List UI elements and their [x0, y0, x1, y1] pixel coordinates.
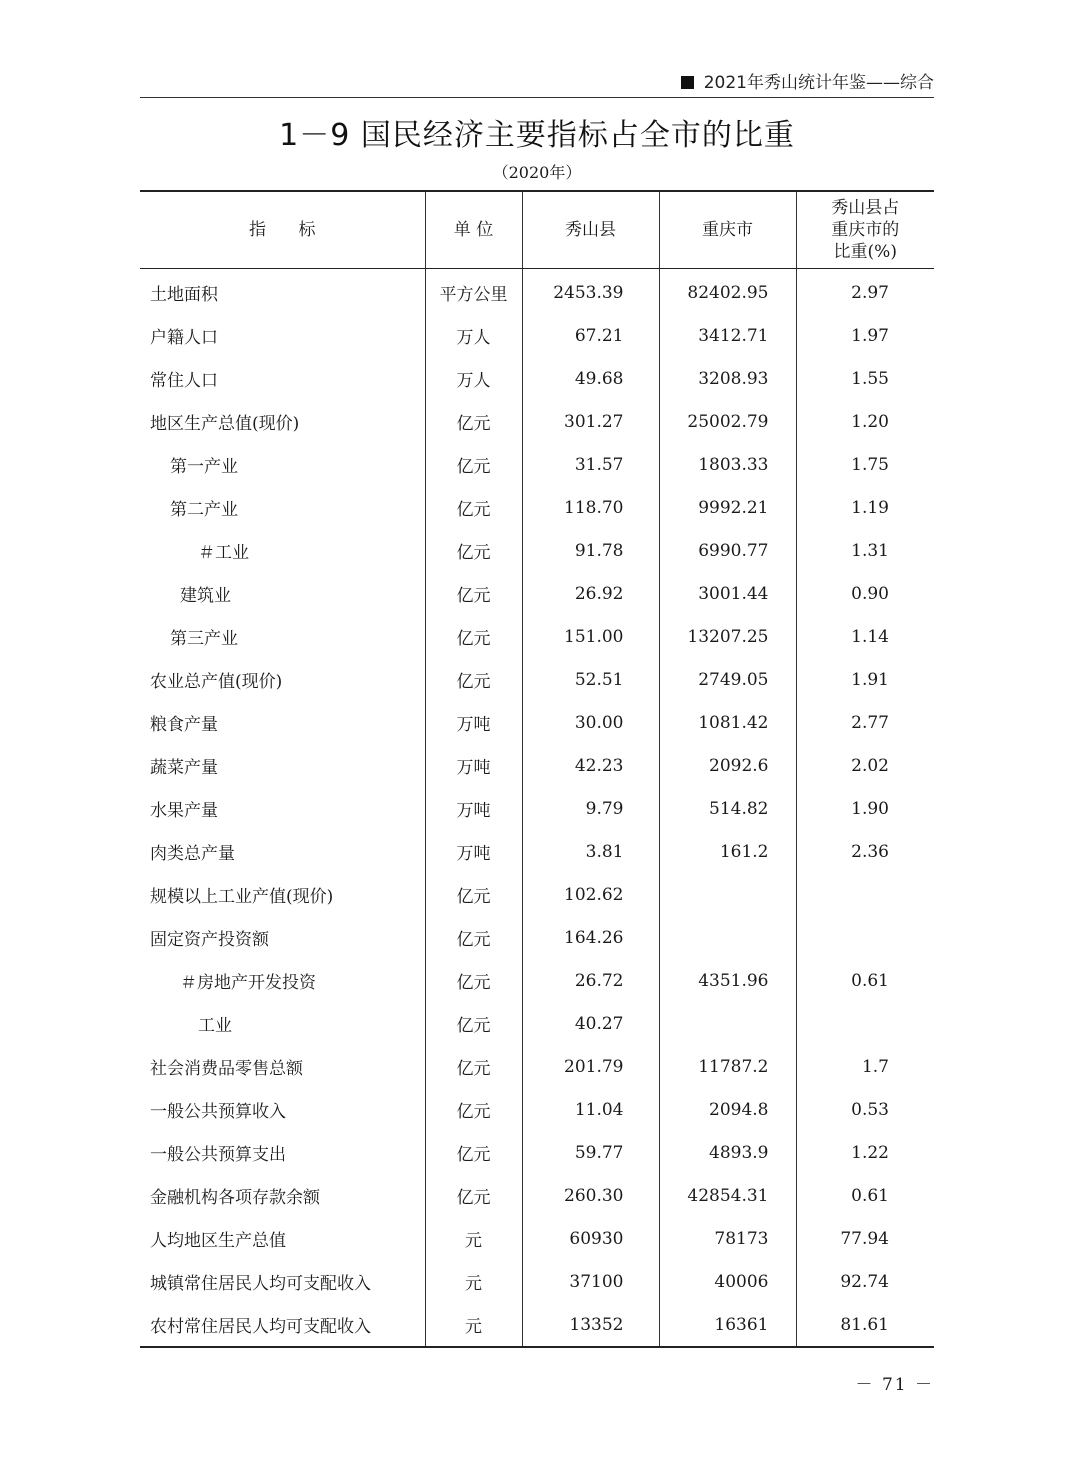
chongqing-value-cell: 9992.21 [659, 486, 796, 529]
xiushan-value-cell: 164.26 [522, 916, 659, 959]
unit-cell: 亿元 [425, 916, 522, 959]
chongqing-value-cell: 40006 [659, 1260, 796, 1303]
ratio-value-cell: 92.74 [796, 1260, 934, 1303]
running-header-title: 2021年秀山统计年鉴——综合 [703, 73, 934, 93]
xiushan-value-cell: 37100 [522, 1260, 659, 1303]
indicator-cell: 一般公共预算支出 [150, 1145, 286, 1165]
indicator-cell: 建筑业 [180, 586, 231, 606]
indicator-cell: 人均地区生产总值 [150, 1231, 286, 1251]
indicator-cell: ＃工业 [198, 543, 249, 563]
xiushan-value-cell: 31.57 [522, 443, 659, 486]
xiushan-value-cell: 30.00 [522, 701, 659, 744]
table-row [140, 486, 934, 529]
unit-cell: 亿元 [425, 486, 522, 529]
xiushan-value-cell: 151.00 [522, 615, 659, 658]
indicator-cell: 蔬菜产量 [150, 758, 218, 778]
xiushan-value-cell: 2453.39 [522, 269, 659, 315]
unit-cell: 万吨 [425, 701, 522, 744]
table-row [140, 400, 934, 443]
table-row [140, 1045, 934, 1088]
indicator-cell: 农业总产值(现价) [150, 672, 283, 692]
table-row [140, 443, 934, 486]
xiushan-value-cell: 26.92 [522, 572, 659, 615]
chongqing-value-cell: 2094.8 [659, 1088, 796, 1131]
xiushan-value-cell: 52.51 [522, 658, 659, 701]
unit-cell: 亿元 [425, 1174, 522, 1217]
table-row [140, 1002, 934, 1045]
chongqing-value-cell [659, 1002, 796, 1045]
chongqing-value-cell: 82402.95 [659, 269, 796, 315]
chongqing-value-cell: 42854.31 [659, 1174, 796, 1217]
table-row [140, 572, 934, 615]
indicator-table [140, 190, 934, 1348]
chongqing-value-cell [659, 873, 796, 916]
year-note: （2020年） [492, 163, 582, 182]
indicator-cell: 常住人口 [150, 371, 218, 391]
black-square-icon [681, 76, 694, 89]
chongqing-value-cell: 1081.42 [659, 701, 796, 744]
col-header-ratio-line2: 重庆市的 [831, 220, 900, 240]
unit-cell: 亿元 [425, 572, 522, 615]
ratio-value-cell [796, 873, 934, 916]
table-row [140, 1131, 934, 1174]
xiushan-value-cell: 260.30 [522, 1174, 659, 1217]
ratio-value-cell: 1.22 [796, 1131, 934, 1174]
running-header [140, 70, 934, 96]
xiushan-value-cell: 26.72 [522, 959, 659, 1002]
indicator-cell: 社会消费品零售总额 [150, 1059, 303, 1079]
indicator-cell: 第一产业 [170, 457, 238, 477]
ratio-value-cell: 1.14 [796, 615, 934, 658]
unit-cell: 亿元 [425, 400, 522, 443]
xiushan-value-cell: 60930 [522, 1217, 659, 1260]
table-row [140, 873, 934, 916]
ratio-value-cell: 0.90 [796, 572, 934, 615]
unit-cell: 万吨 [425, 787, 522, 830]
xiushan-value-cell: 118.70 [522, 486, 659, 529]
unit-cell: 亿元 [425, 529, 522, 572]
unit-cell: 亿元 [425, 615, 522, 658]
indicator-cell: 固定资产投资额 [150, 930, 269, 950]
chongqing-value-cell: 161.2 [659, 830, 796, 873]
indicator-cell: 农村常住居民人均可支配收入 [150, 1317, 371, 1337]
chongqing-value-cell: 78173 [659, 1217, 796, 1260]
indicator-cell: 工业 [198, 1016, 232, 1036]
table-row [140, 744, 934, 787]
table-row [140, 959, 934, 1002]
col-header-ratio [796, 191, 934, 269]
table-row [140, 529, 934, 572]
table-row [140, 701, 934, 744]
indicator-cell: 第三产业 [170, 629, 238, 649]
xiushan-value-cell: 59.77 [522, 1131, 659, 1174]
ratio-value-cell: 2.36 [796, 830, 934, 873]
ratio-value-cell: 77.94 [796, 1217, 934, 1260]
table-title: 1－9 国民经济主要指标占全市的比重 [279, 118, 795, 153]
unit-cell: 万吨 [425, 744, 522, 787]
header-divider [140, 97, 934, 98]
unit-cell: 平方公里 [425, 269, 522, 315]
indicator-cell: 肉类总产量 [150, 844, 235, 864]
unit-cell: 亿元 [425, 959, 522, 1002]
xiushan-value-cell: 3.81 [522, 830, 659, 873]
xiushan-value-cell: 11.04 [522, 1088, 659, 1131]
xiushan-value-cell: 9.79 [522, 787, 659, 830]
xiushan-value-cell: 42.23 [522, 744, 659, 787]
indicator-cell: 水果产量 [150, 801, 218, 821]
col-header-indicator: 指 标 [140, 191, 425, 269]
unit-cell: 元 [425, 1303, 522, 1347]
indicator-cell: 地区生产总值(现价) [150, 414, 300, 434]
chongqing-value-cell: 13207.25 [659, 615, 796, 658]
col-header-unit: 单 位 [425, 191, 522, 269]
xiushan-value-cell: 13352 [522, 1303, 659, 1347]
ratio-value-cell: 1.97 [796, 314, 934, 357]
indicator-cell: 一般公共预算收入 [150, 1102, 286, 1122]
unit-cell: 亿元 [425, 873, 522, 916]
col-header-xiushan: 秀山县 [522, 191, 659, 269]
ratio-value-cell: 0.61 [796, 959, 934, 1002]
table-row [140, 1217, 934, 1260]
col-header-chongqing: 重庆市 [659, 191, 796, 269]
indicator-cell: 粮食产量 [150, 715, 218, 735]
xiushan-value-cell: 301.27 [522, 400, 659, 443]
ratio-value-cell [796, 1002, 934, 1045]
chongqing-value-cell: 3001.44 [659, 572, 796, 615]
table-row [140, 1260, 934, 1303]
table-row [140, 787, 934, 830]
chongqing-value-cell: 3208.93 [659, 357, 796, 400]
ratio-value-cell: 1.20 [796, 400, 934, 443]
table-row [140, 1303, 934, 1347]
chongqing-value-cell: 11787.2 [659, 1045, 796, 1088]
indicator-cell: 城镇常住居民人均可支配收入 [150, 1274, 371, 1294]
unit-cell: 亿元 [425, 443, 522, 486]
chongqing-value-cell: 2749.05 [659, 658, 796, 701]
ratio-value-cell: 1.90 [796, 787, 934, 830]
chongqing-value-cell: 25002.79 [659, 400, 796, 443]
chongqing-value-cell: 514.82 [659, 787, 796, 830]
table-row [140, 916, 934, 959]
xiushan-value-cell: 201.79 [522, 1045, 659, 1088]
col-header-ratio-line1: 秀山县占 [831, 198, 900, 218]
table-row [140, 1088, 934, 1131]
chongqing-value-cell: 4351.96 [659, 959, 796, 1002]
ratio-value-cell: 1.91 [796, 658, 934, 701]
ratio-value-cell: 1.75 [796, 443, 934, 486]
chongqing-value-cell: 2092.6 [659, 744, 796, 787]
chongqing-value-cell: 4893.9 [659, 1131, 796, 1174]
ratio-value-cell: 1.7 [796, 1045, 934, 1088]
col-header-ratio-line3: 比重(%) [833, 242, 897, 262]
ratio-value-cell: 1.31 [796, 529, 934, 572]
xiushan-value-cell: 91.78 [522, 529, 659, 572]
unit-cell: 万人 [425, 357, 522, 400]
table-header-row [140, 191, 934, 269]
unit-cell: 亿元 [425, 658, 522, 701]
chongqing-value-cell [659, 916, 796, 959]
chongqing-value-cell: 1803.33 [659, 443, 796, 486]
ratio-value-cell: 1.19 [796, 486, 934, 529]
ratio-value-cell [796, 916, 934, 959]
indicator-cell: 金融机构各项存款余额 [150, 1188, 320, 1208]
unit-cell: 亿元 [425, 1088, 522, 1131]
table-row [140, 830, 934, 873]
xiushan-value-cell: 40.27 [522, 1002, 659, 1045]
ratio-value-cell: 2.77 [796, 701, 934, 744]
xiushan-value-cell: 67.21 [522, 314, 659, 357]
table-row [140, 1174, 934, 1217]
table-row [140, 357, 934, 400]
table-row [140, 314, 934, 357]
ratio-value-cell: 2.97 [796, 269, 934, 315]
ratio-value-cell: 0.53 [796, 1088, 934, 1131]
ratio-value-cell: 81.61 [796, 1303, 934, 1347]
indicator-cell: 第二产业 [170, 500, 238, 520]
unit-cell: 亿元 [425, 1045, 522, 1088]
unit-cell: 万吨 [425, 830, 522, 873]
xiushan-value-cell: 49.68 [522, 357, 659, 400]
ratio-value-cell: 1.55 [796, 357, 934, 400]
indicator-cell: 规模以上工业产值(现价) [150, 887, 334, 907]
xiushan-value-cell: 102.62 [522, 873, 659, 916]
chongqing-value-cell: 3412.71 [659, 314, 796, 357]
table-row [140, 615, 934, 658]
indicator-cell: ＃房地产开发投资 [180, 973, 316, 993]
indicator-cell: 户籍人口 [150, 328, 218, 348]
unit-cell: 万人 [425, 314, 522, 357]
unit-cell: 元 [425, 1217, 522, 1260]
page-number: － 71 － [855, 1375, 934, 1395]
ratio-value-cell: 0.61 [796, 1174, 934, 1217]
unit-cell: 元 [425, 1260, 522, 1303]
unit-cell: 亿元 [425, 1002, 522, 1045]
unit-cell: 亿元 [425, 1131, 522, 1174]
chongqing-value-cell: 16361 [659, 1303, 796, 1347]
indicator-cell: 土地面积 [150, 285, 218, 305]
ratio-value-cell: 2.02 [796, 744, 934, 787]
table-row [140, 658, 934, 701]
chongqing-value-cell: 6990.77 [659, 529, 796, 572]
table-row [140, 269, 934, 315]
